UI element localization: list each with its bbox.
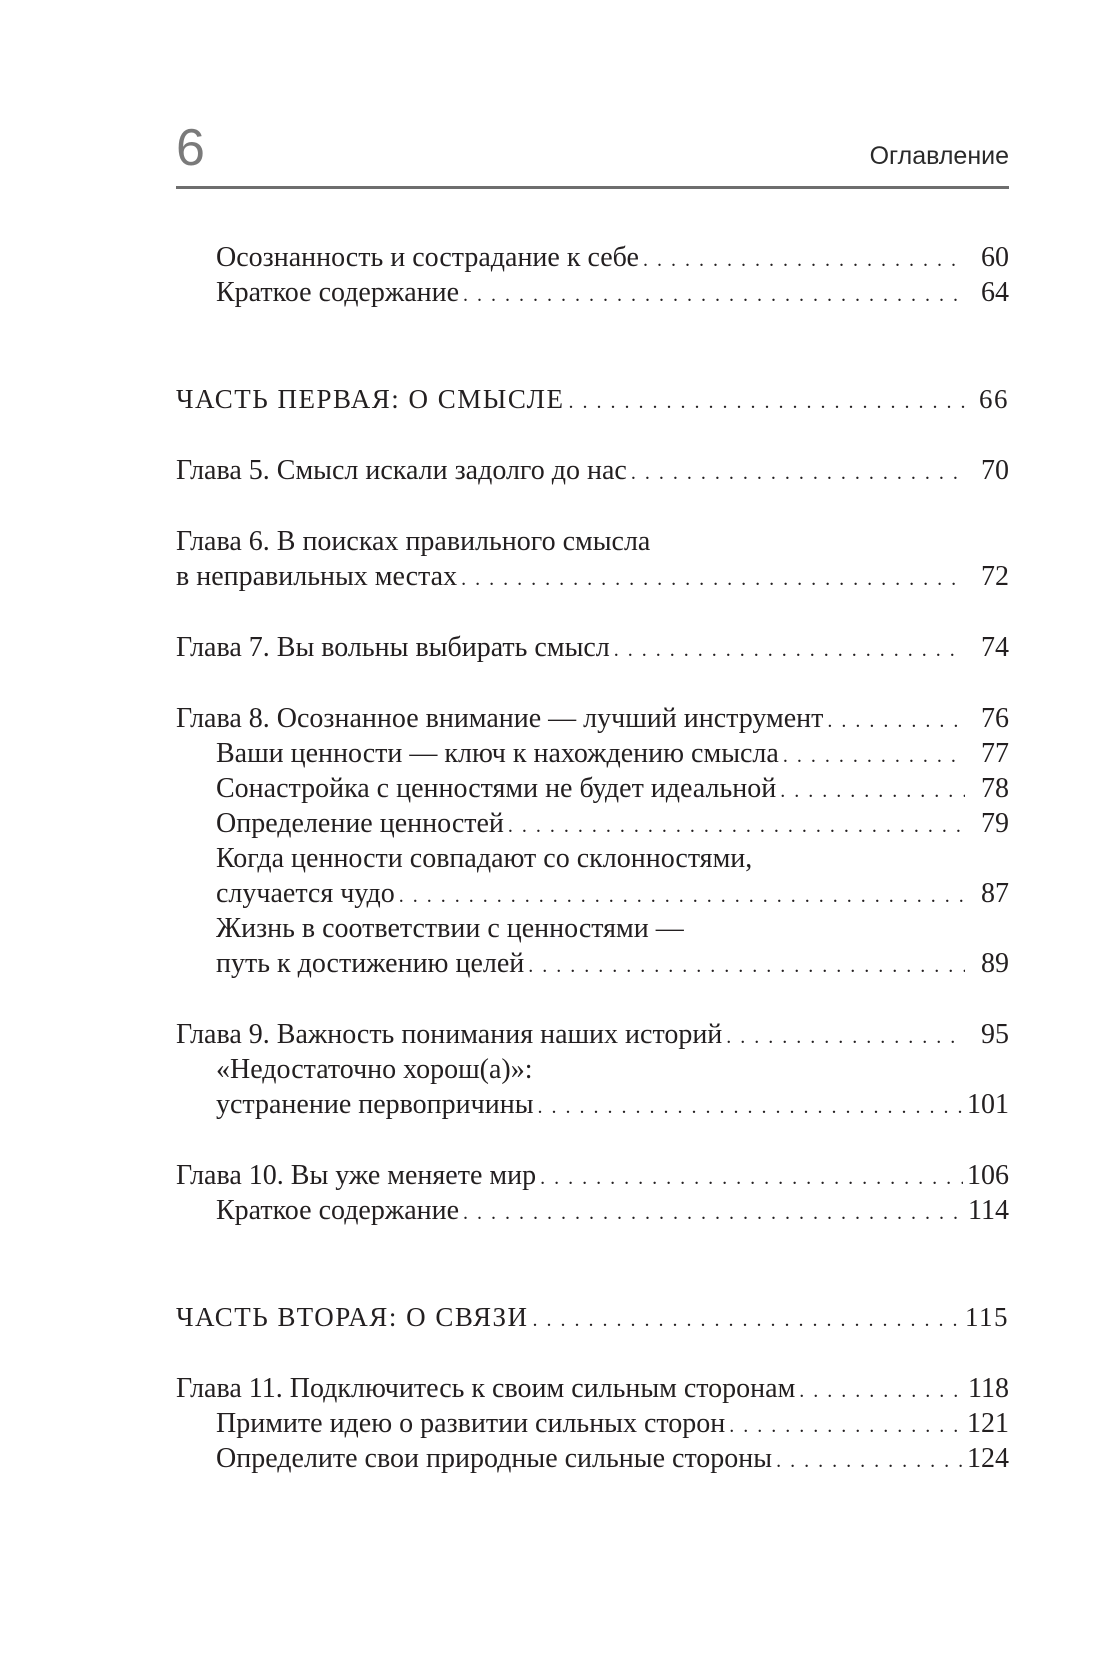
toc-entry-page: 124 xyxy=(967,1443,1009,1474)
toc-entry-page: 87 xyxy=(981,878,1009,909)
toc-entry[interactable] xyxy=(176,1406,1009,1441)
toc-entry[interactable] xyxy=(176,1087,1009,1122)
toc-entry-page: 60 xyxy=(981,242,1009,273)
dot-leader xyxy=(538,1090,963,1125)
dot-leader xyxy=(780,774,965,809)
toc-entry-title: Когда ценности совпадают со склонностями, xyxy=(216,843,753,874)
toc-entry-page: 70 xyxy=(981,455,1009,486)
toc-entry-title: «Недостаточно хорош(а)»: xyxy=(216,1054,533,1085)
toc-entry-title: Жизнь в соответствии с ценностями — xyxy=(216,913,684,944)
toc-entry-page: 72 xyxy=(981,561,1009,592)
toc-entry-page: 77 xyxy=(981,738,1009,769)
page-header xyxy=(176,119,1009,189)
toc-entry-title: Глава 9. Важность понимания наших историй xyxy=(176,1019,723,1050)
toc-entry-title: Осознанность и сострадание к себе xyxy=(216,242,639,273)
toc-entry-title: Глава 7. Вы вольны выбирать смысл xyxy=(176,632,610,663)
toc-entry-title: в неправильных местах xyxy=(176,561,458,592)
toc-part-heading[interactable] xyxy=(176,382,1009,417)
toc-entry-page: 121 xyxy=(967,1408,1009,1439)
toc-entry-title: устранение первопричины xyxy=(216,1089,534,1120)
toc-entry-page: 118 xyxy=(968,1373,1009,1404)
toc-entry-page: 101 xyxy=(967,1089,1009,1120)
toc-chapter[interactable] xyxy=(176,1158,1009,1193)
dot-leader xyxy=(799,1374,964,1409)
toc-entry-page: 95 xyxy=(981,1019,1009,1050)
dot-leader xyxy=(643,243,965,278)
toc-entry-page: 79 xyxy=(981,808,1009,839)
dot-leader xyxy=(726,1020,965,1055)
toc-entry[interactable] xyxy=(176,1193,1009,1228)
toc-entry-line1[interactable] xyxy=(176,1052,1009,1087)
toc-entry-title: Глава 10. Вы уже меняете мир xyxy=(176,1160,537,1191)
toc-entry-page: 64 xyxy=(981,277,1009,308)
dot-leader xyxy=(783,739,965,774)
toc-entry-title: ЧАСТЬ ВТОРАЯ: О СВЯЗИ xyxy=(176,1302,529,1332)
toc-entry-page: 66 xyxy=(979,384,1009,414)
dot-leader xyxy=(631,456,965,491)
toc-entry-title: Глава 5. Смысл искали задолго до нас xyxy=(176,455,627,486)
toc-chapter-line1[interactable] xyxy=(176,524,1009,559)
dot-leader xyxy=(827,704,965,739)
toc-chapter[interactable] xyxy=(176,630,1009,665)
dot-leader xyxy=(463,1196,964,1231)
toc-entry-line1[interactable] xyxy=(176,911,1009,946)
toc-part-heading[interactable] xyxy=(176,1300,1009,1335)
toc-entry-page: 78 xyxy=(981,773,1009,804)
dot-leader xyxy=(399,879,965,914)
toc-entry-title: Примите идею о развитии сильных сторон xyxy=(216,1408,726,1439)
dot-leader xyxy=(568,385,965,420)
toc-entry-title: Ваши ценности — ключ к нахождению смысла xyxy=(216,738,779,769)
running-title: Оглавление xyxy=(869,142,1009,170)
toc-entry-title: Определите свои природные сильные стороны xyxy=(216,1443,773,1474)
toc-entry[interactable] xyxy=(176,876,1009,911)
toc-entry-page: 106 xyxy=(967,1160,1009,1191)
table-of-contents xyxy=(176,240,1009,1476)
dot-leader xyxy=(508,809,965,844)
toc-chapter[interactable] xyxy=(176,453,1009,488)
toc-entry-title: Краткое содержание xyxy=(216,277,460,308)
toc-entry-title: путь к достижению целей xyxy=(216,948,525,979)
dot-leader xyxy=(461,562,965,597)
toc-entry-title: Глава 8. Осознанное внимание — лучший инструмент xyxy=(176,703,824,734)
page-number: 6 xyxy=(176,119,205,177)
toc-entry[interactable] xyxy=(176,806,1009,841)
toc-entry-title: Краткое содержание xyxy=(216,1195,460,1226)
toc-entry-page: 74 xyxy=(981,632,1009,663)
toc-entry-title: Сонастройка с ценностями не будет идеальной xyxy=(216,773,777,804)
toc-entry-title: Определение ценностей xyxy=(216,808,504,839)
toc-entry-title: ЧАСТЬ ПЕРВАЯ: О СМЫСЛЕ xyxy=(176,384,565,414)
toc-entry-page: 114 xyxy=(968,1195,1009,1226)
dot-leader xyxy=(528,949,965,984)
toc-entry[interactable] xyxy=(176,736,1009,771)
toc-chapter[interactable] xyxy=(176,701,1009,736)
dot-leader xyxy=(540,1161,963,1196)
toc-entry-page: 115 xyxy=(965,1302,1009,1332)
toc-entry[interactable] xyxy=(176,240,1009,275)
dot-leader xyxy=(614,633,965,668)
toc-entry-page: 76 xyxy=(981,703,1009,734)
toc-entry[interactable] xyxy=(176,946,1009,981)
toc-chapter[interactable] xyxy=(176,1017,1009,1052)
toc-entry-title: Глава 6. В поисках правильного смысла xyxy=(176,526,651,557)
toc-chapter[interactable] xyxy=(176,1371,1009,1406)
dot-leader xyxy=(729,1409,963,1444)
toc-entry[interactable] xyxy=(176,1441,1009,1476)
toc-entry-title: Глава 11. Подключитесь к своим сильным сторонам xyxy=(176,1373,796,1404)
toc-entry-title: случается чудо xyxy=(216,878,395,909)
toc-entry-line1[interactable] xyxy=(176,841,1009,876)
toc-entry-page: 89 xyxy=(981,948,1009,979)
dot-leader xyxy=(533,1303,961,1338)
toc-entry[interactable] xyxy=(176,771,1009,806)
dot-leader xyxy=(463,278,965,313)
toc-entry[interactable] xyxy=(176,275,1009,310)
dot-leader xyxy=(776,1444,963,1479)
toc-chapter[interactable] xyxy=(176,559,1009,594)
